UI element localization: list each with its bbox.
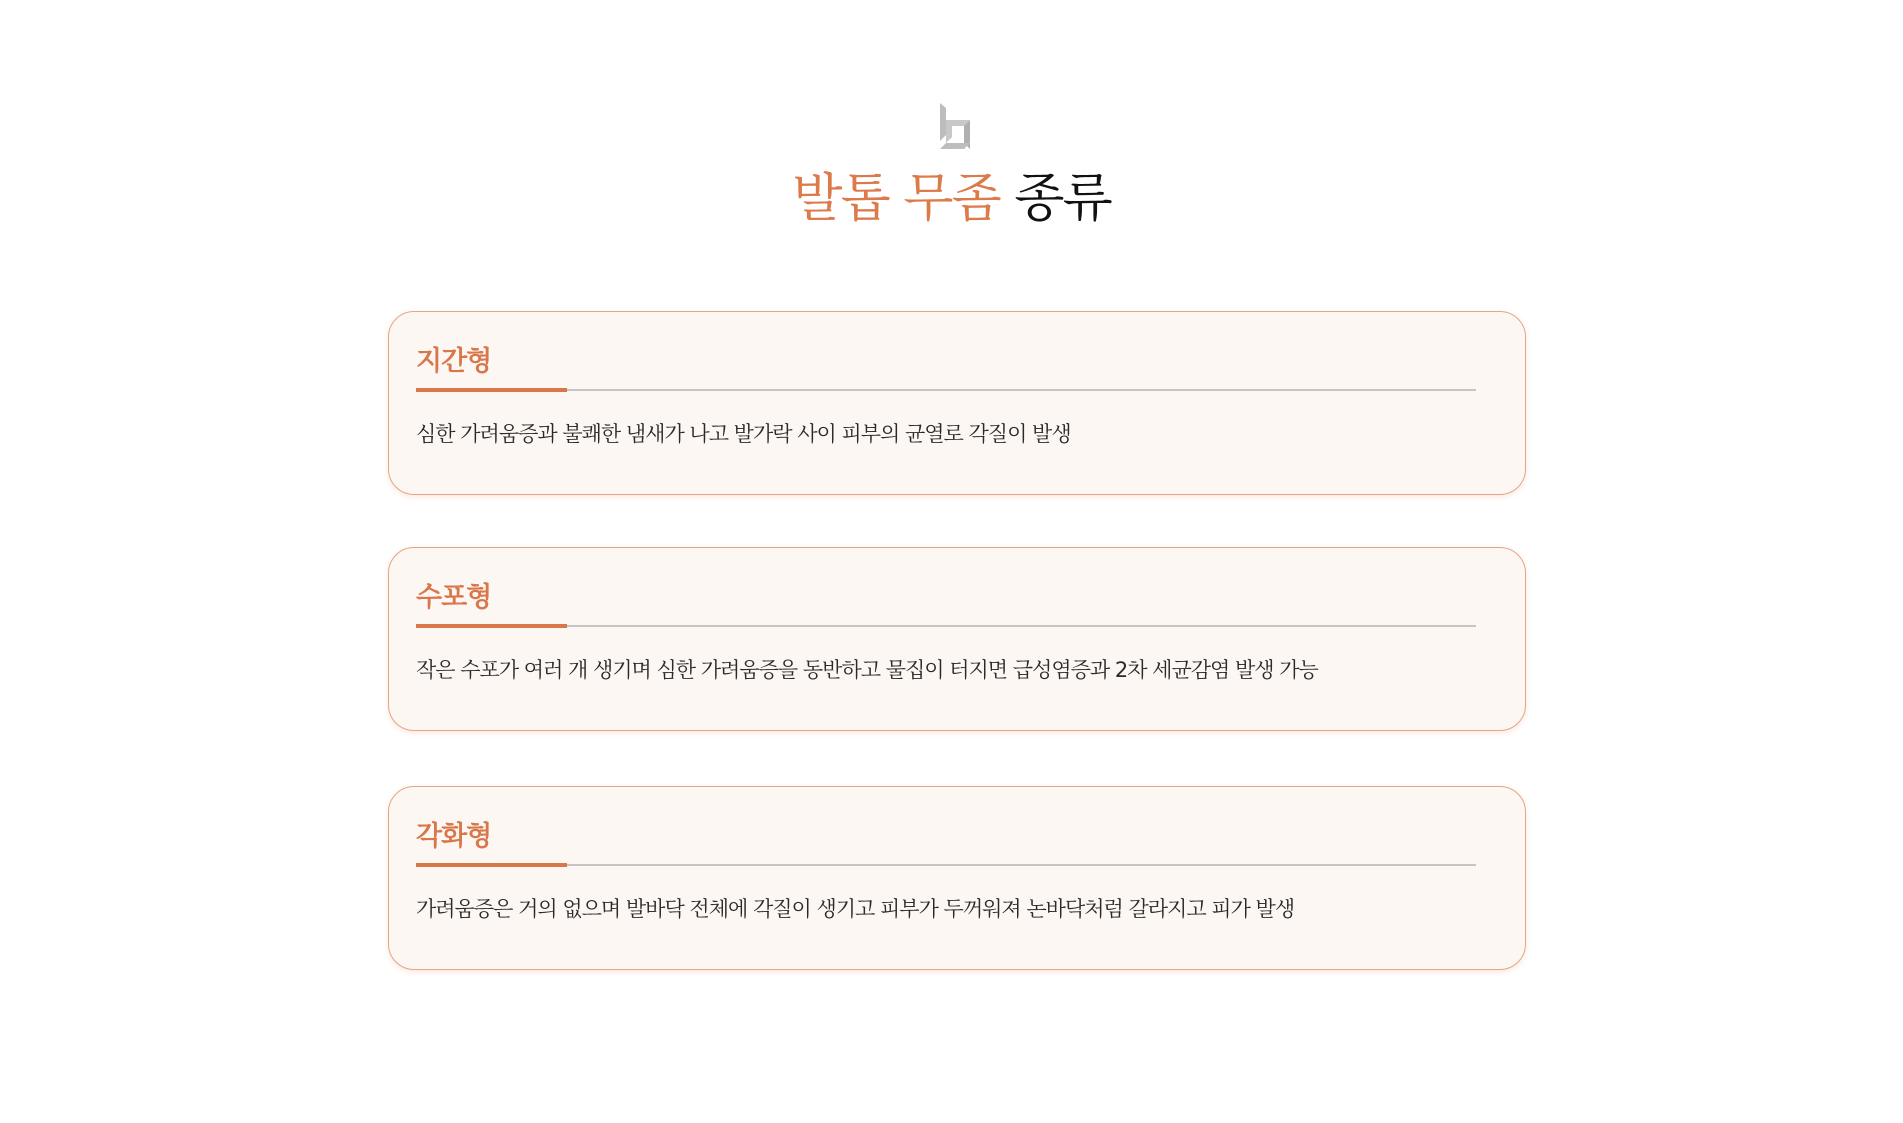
type-card-interdigital [388, 311, 1526, 495]
type-card-divider [416, 389, 1476, 391]
type-card-description: 작은 수포가 여러 개 생기며 심한 가려움증을 동반하고 물집이 터지면 급성염증과 2차 세균감염 발생 가능 [416, 658, 1318, 682]
type-card-divider-accent [416, 388, 567, 392]
type-card-divider [416, 625, 1476, 627]
type-card-divider-accent [416, 624, 567, 628]
type-card-title: 지간형 [416, 346, 492, 377]
type-card-title: 각화형 [416, 821, 492, 852]
type-card-description: 심한 가려움증과 불쾌한 냄새가 나고 발가락 사이 피부의 균열로 각질이 발생 [416, 422, 1071, 446]
type-card-divider-accent [416, 863, 567, 867]
type-card-hyperkeratotic [388, 786, 1526, 970]
page-title-rest: 종류 [1014, 169, 1111, 229]
type-card-description: 가려움증은 거의 없으며 발바닥 전체에 각질이 생기고 피부가 두꺼워져 논바닥처럼 갈라지고 피가 발생 [416, 897, 1295, 921]
page-title-accent: 발톱 무좀 [792, 169, 1000, 229]
type-card-divider [416, 864, 1476, 866]
brand-logo-icon [937, 103, 973, 149]
page-title [0, 164, 1903, 234]
type-card-title: 수포형 [416, 582, 492, 613]
type-card-vesicular [388, 547, 1526, 731]
